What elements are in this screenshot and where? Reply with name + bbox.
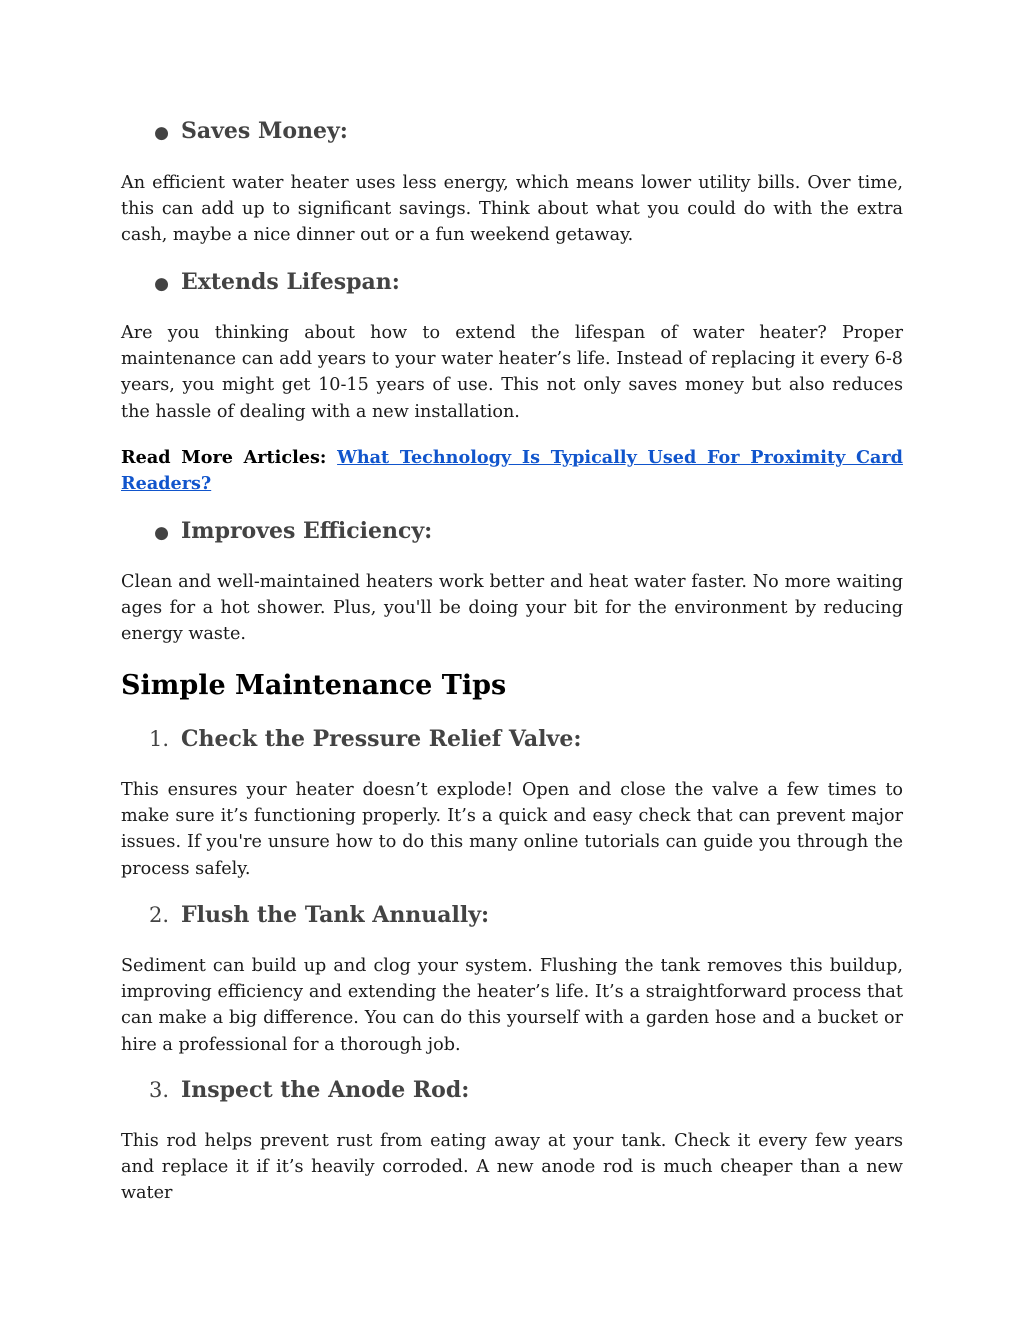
- benefit-heading-extends-lifespan: [121, 269, 903, 295]
- bullet-marker: ●: [154, 123, 169, 143]
- read-more-label: Read More Articles:: [121, 447, 338, 468]
- bullet-marker: ●: [154, 274, 169, 294]
- list-number: 2.: [148, 903, 169, 927]
- tip-heading-pressure-relief-valve: [121, 726, 903, 752]
- benefit-heading-text: Saves Money:: [181, 118, 348, 144]
- tip-heading-text: Flush the Tank Annually:: [181, 902, 490, 928]
- tip-paragraph-pressure-relief-valve: This ensures your heater doesn’t explode! Open and close the valve a few times to make sure it’s functioning properly. It’s a quick and easy check that can prevent major issues. If you're unsure how to do this many online tutorials can guide you through the process safely.: [121, 780, 903, 879]
- read-more-link[interactable]: What Technology Is Typically Used For Proximity Card Readers?: [121, 447, 903, 495]
- list-number: 1.: [148, 727, 169, 751]
- tip-heading-flush-tank: [121, 902, 903, 928]
- benefit-paragraph-extends-lifespan: Are you thinking about how to extend the lifespan of water heater? Proper maintenance can add years to your water heater’s life. Instead of replacing it every 6-8 years, you might get 10-15 years of use. This not only saves money but also reduces the hassle of dealing with a new installation.: [121, 323, 903, 422]
- benefit-heading-improves-efficiency: [121, 518, 903, 544]
- tip-paragraph-flush-tank: Sediment can build up and clog your system. Flushing the tank removes this buildup, improving efficiency and extending the heater’s life. It’s a straightforward process that can make a big difference. You can do this yourself with a garden hose and a bucket or hire a professional for a thorough job.: [121, 956, 903, 1055]
- tip-heading-text: Check the Pressure Relief Valve:: [181, 726, 582, 752]
- benefit-heading-saves-money: [121, 118, 903, 144]
- list-number: 3.: [148, 1078, 169, 1102]
- benefit-paragraph-saves-money: An efficient water heater uses less energy, which means lower utility bills. Over time, this can add up to significant savings. Think about what you could do with the extra cash, maybe a nice dinner out or a fun weekend getaway.: [121, 173, 903, 246]
- benefit-paragraph-improves-efficiency: Clean and well-maintained heaters work better and heat water faster. No more waiting ages for a hot shower. Plus, you'll be doing your bit for the environment by reducing energy waste.: [121, 572, 903, 645]
- tip-heading-text: Inspect the Anode Rod:: [181, 1077, 470, 1103]
- section-title-maintenance-tips: Simple Maintenance Tips: [121, 670, 507, 701]
- read-more-line: [121, 445, 903, 497]
- benefit-heading-text: Extends Lifespan:: [181, 269, 400, 295]
- bullet-marker: ●: [154, 523, 169, 543]
- benefit-heading-text: Improves Efficiency:: [181, 518, 433, 544]
- tip-paragraph-anode-rod: This rod helps prevent rust from eating away at your tank. Check it every few years and replace it if it’s heavily corroded. A new anode rod is much cheaper than a new water: [121, 1131, 903, 1204]
- tip-heading-anode-rod: [121, 1077, 903, 1103]
